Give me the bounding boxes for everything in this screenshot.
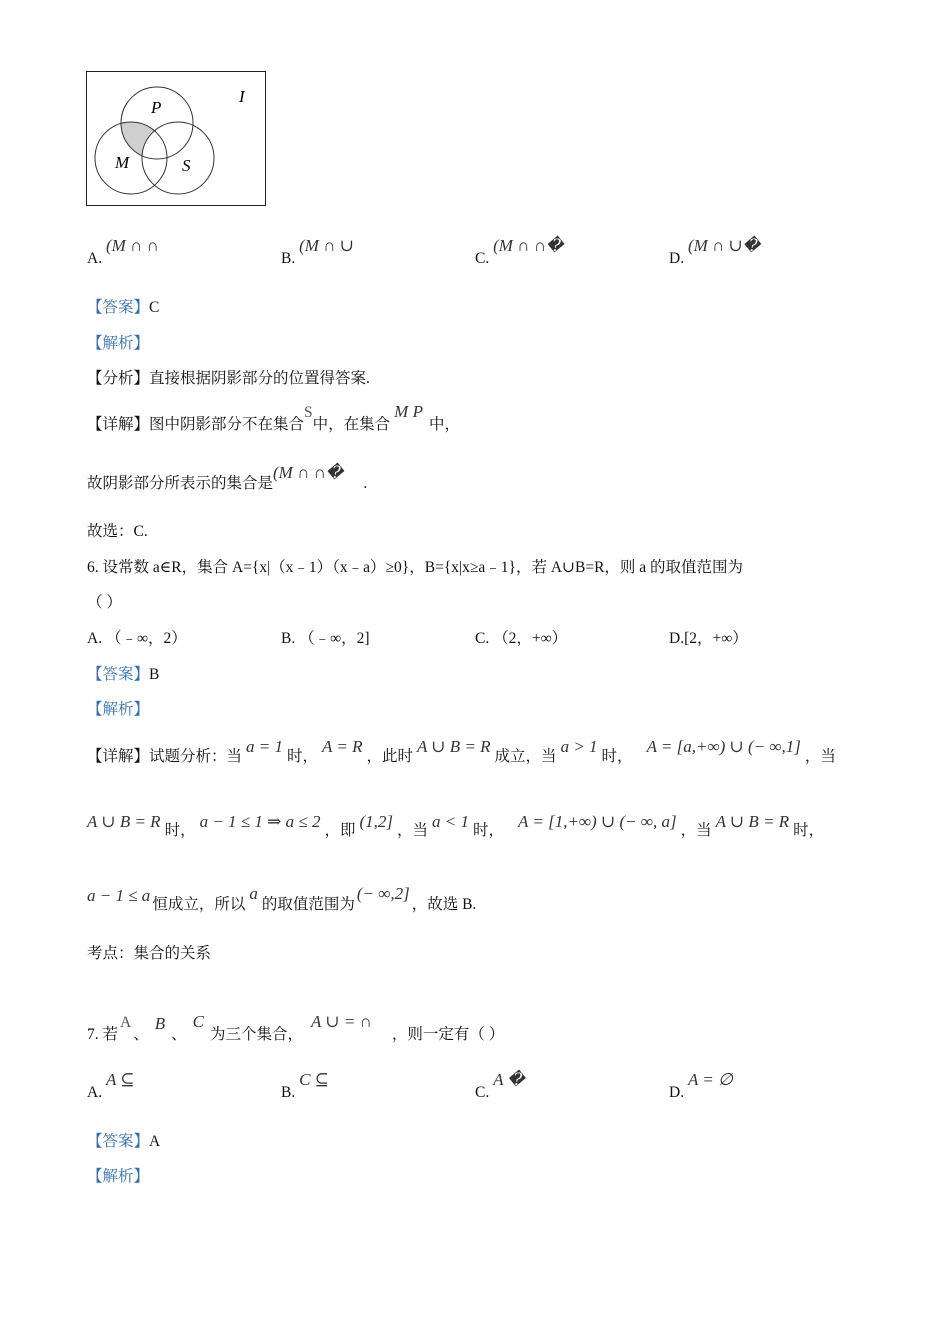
label-s: S (182, 156, 191, 175)
q5-conclusion: 故阴影部分所表示的集合是(M ∩ ∩�. (87, 463, 368, 492)
q6-stem: 6. 设常数 a∈R，集合 A={x|（x﹣1）（x﹣a）≥0}，B={x|x≥a﹣1}，若 A∪B=R，则 a 的取值范围为 (87, 559, 744, 576)
q5-option-d: D. (M ∩ ∪� (669, 236, 761, 267)
q6-option-c: C. （2，+∞） (475, 630, 568, 647)
q7-stem: 7. 若A、B、C为三个集合，A ∪ = ∩，则一定有（ ） (87, 1012, 505, 1043)
q7-analysis-tag: 【解析】 (87, 1168, 150, 1185)
q6-option-a: A. （﹣∞，2） (87, 630, 187, 647)
q6-detail-line2: A ∪ B = R 时， a − 1 ≤ 1 ⇒ a ≤ 2 ，即 (1,2] ，当 a < 1 时， A = [1,+∞) ∪ (− ∞, a] ，当 A ∪ B = R 时， (87, 812, 825, 839)
q5-fenxi: 【分析】直接根据阴影部分的位置得答案. (87, 370, 370, 387)
q5-option-c: C. (M ∩ ∩� (475, 236, 564, 267)
q6-option-d: D.[2，+∞） (669, 630, 748, 647)
q7-option-a: A. A ⊆ (87, 1070, 135, 1101)
q6-answer: 【答案】B (87, 666, 160, 683)
label-p: P (151, 98, 162, 117)
q6-paren: （ ） (87, 594, 122, 611)
q5-option-a: A. (M ∩ ∩ (87, 236, 159, 267)
q6-detail-line1: 【详解】试题分析：当a = 1时，A = R，此时A ∪ B = R成立，当a > 1时，A = [a,+∞) ∪ (− ∞,1]，当 (87, 737, 836, 765)
q6-detail-line3: a − 1 ≤ a 恒成立，所以a的取值范围为(− ∞,2]，故选 B. (87, 884, 477, 913)
q5-detail: 【详解】图中阴影部分不在集合S中，在集合M P中， (87, 402, 460, 433)
q6-kaodian: 考点：集合的关系 (87, 945, 212, 962)
q5-option-b: B. (M ∩ ∪ (281, 236, 354, 267)
q7-option-c: C. A � (475, 1070, 525, 1101)
label-m: M (115, 153, 130, 172)
q5-answer: 【答案】C (87, 299, 160, 316)
q6-option-b: B. （﹣∞，2] (281, 630, 370, 647)
q7-answer: 【答案】A (87, 1133, 161, 1150)
q6-analysis-tag: 【解析】 (87, 701, 150, 718)
label-i: I (239, 87, 245, 106)
q5-analysis-tag: 【解析】 (87, 335, 150, 352)
q7-option-b: B. C ⊆ (281, 1070, 329, 1101)
q5-choose: 故选：C. (87, 523, 148, 540)
venn-diagram (86, 71, 266, 206)
q7-option-d: D. A = ∅ (669, 1070, 733, 1101)
